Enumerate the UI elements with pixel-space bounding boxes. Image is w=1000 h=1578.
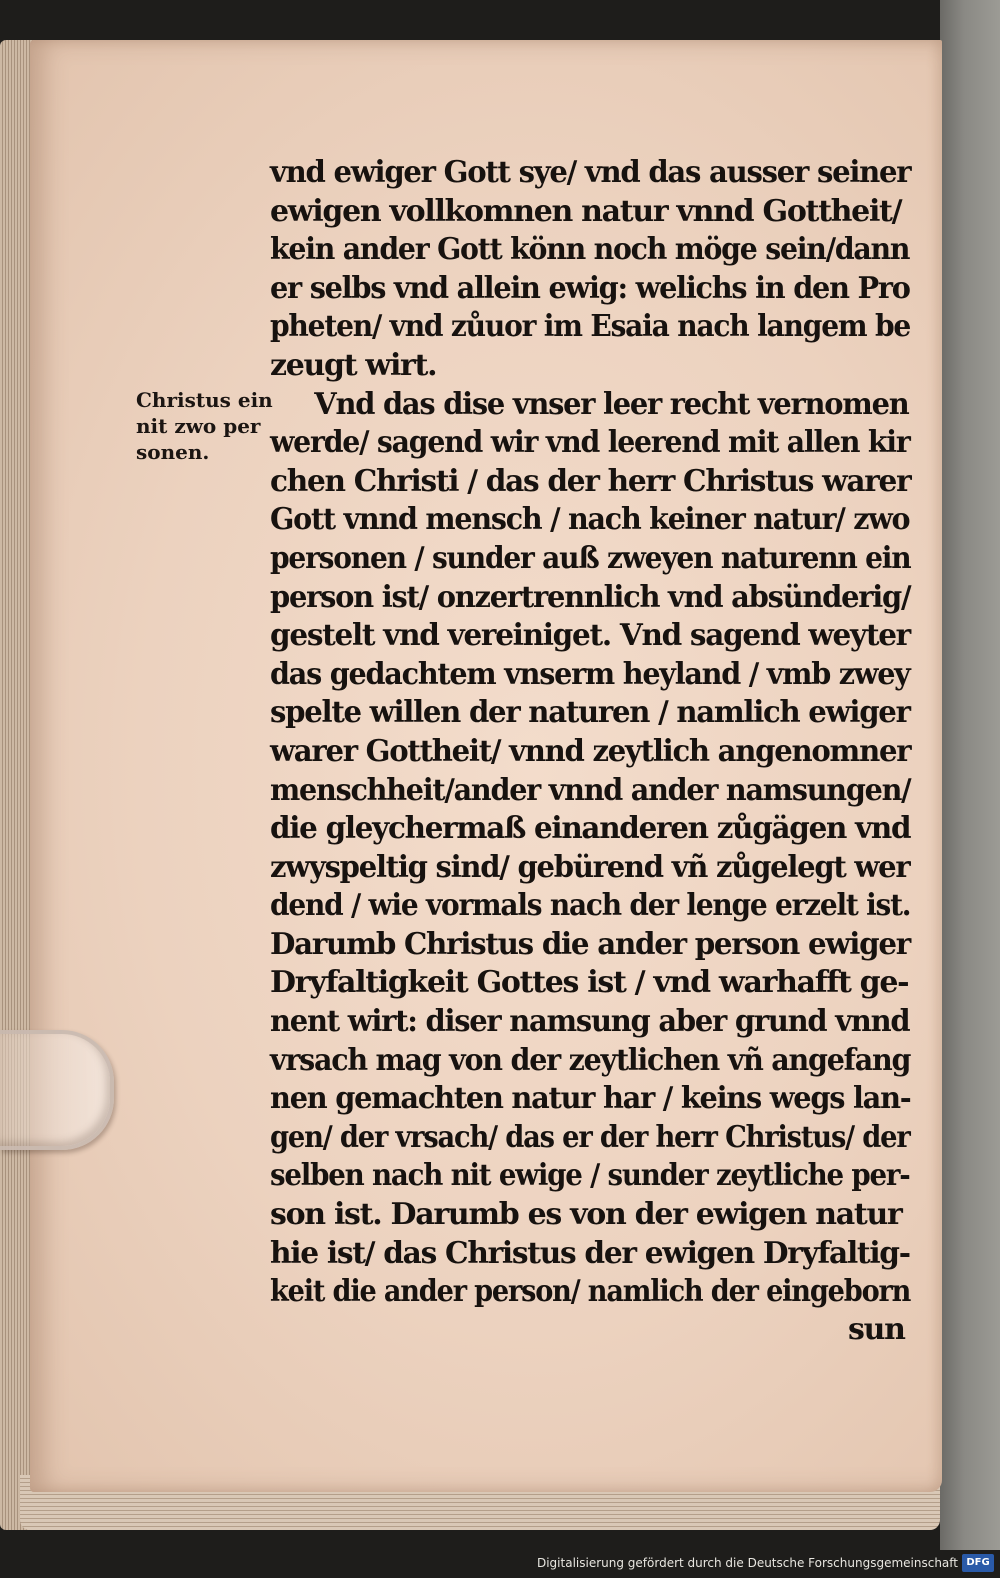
- text-line: kein ander Gott könn noch möge sein/dann: [270, 232, 910, 268]
- text-line: keit die ander person/ namlich der eingeborn: [270, 1274, 911, 1310]
- text-line: personen / sunder auß zweyen naturenn ein: [270, 540, 911, 576]
- text-line: son ist. Darumb es von der ewigen natur: [270, 1197, 902, 1233]
- text-line: selben nach nit ewige / sunder zeytliche per-: [270, 1158, 910, 1194]
- text-line: chen Christi / das der herr Christus warer: [270, 463, 911, 499]
- text-line: person ist/ onzertrennlich vnd absünderig/: [270, 579, 911, 615]
- text-line: gen/ der vrsach/ das er der herr Christus/ der: [270, 1119, 910, 1155]
- text-line: Dryfaltigkeit Gottes ist / vnd warhafft ge-: [270, 965, 909, 1001]
- text-line: spelte willen der naturen / namlich ewiger: [270, 695, 910, 731]
- page-edges-left: [0, 40, 34, 1530]
- text-line: das gedachtem vnserm heyland / vmb zwey: [270, 656, 910, 692]
- margin-note: [136, 387, 273, 465]
- catchword: sun: [848, 1312, 905, 1347]
- text-line: dend / wie vormals nach der lenge erzelt ist.: [270, 888, 911, 924]
- backing-board: [940, 0, 1000, 1550]
- margin-note-line: nit zwo per: [136, 414, 261, 438]
- text-line: ewigen vollkomnen natur vnnd Gottheit/: [270, 193, 902, 229]
- text-line: nen gemachten natur har / keins wegs lan-: [270, 1081, 911, 1117]
- text-line: pheten/ vnd zůuor im Esaia nach langem be: [270, 309, 911, 345]
- text-line: Vnd das dise vnser leer recht vernomen: [314, 386, 909, 422]
- text-line: vnd ewiger Gott sye/ vnd das ausser seiner: [270, 155, 911, 190]
- margin-note-line: Christus ein: [136, 388, 273, 412]
- dfg-logo: DFG: [962, 1554, 994, 1572]
- page-clip: [0, 1030, 114, 1150]
- text-line: menschheit/ander vnnd ander namsungen/: [270, 772, 911, 808]
- text-line: vrsach mag von der zeytlichen vñ angefang: [270, 1042, 911, 1078]
- margin-note-line: sonen.: [136, 440, 210, 464]
- text-line: werde/ sagend wir vnd leerend mit allen kir: [270, 425, 910, 461]
- text-line: die gleychermaß einanderen zůgägen vnd: [270, 811, 911, 847]
- text-line: nent wirt: diser namsung aber grund vnnd: [270, 1004, 910, 1040]
- footer-credit: Digitalisierung gefördert durch die Deutsche Forschungsgemeinschaft: [536, 1556, 958, 1570]
- text-line: warer Gottheit/ vnnd zeytlich angenomner: [270, 733, 911, 769]
- text-line: Gott vnnd mensch / nach keiner natur/ zwo: [270, 502, 910, 538]
- text-line: Darumb Christus die ander person ewiger: [270, 926, 910, 962]
- text-line: hie ist/ das Christus der ewigen Dryfaltig-: [270, 1235, 910, 1271]
- text-line: gestelt vnd vereiniget. Vnd sagend weyter: [270, 618, 910, 654]
- text-line: zwyspeltig sind/ gebürend vñ zůgelegt wer: [270, 849, 910, 885]
- text-line: zeugt wirt.: [270, 347, 437, 383]
- footer-bar: [0, 1550, 1000, 1578]
- body-text: [270, 154, 910, 1312]
- text-line: er selbs vnd allein ewig: welichs in den Pro: [270, 270, 910, 306]
